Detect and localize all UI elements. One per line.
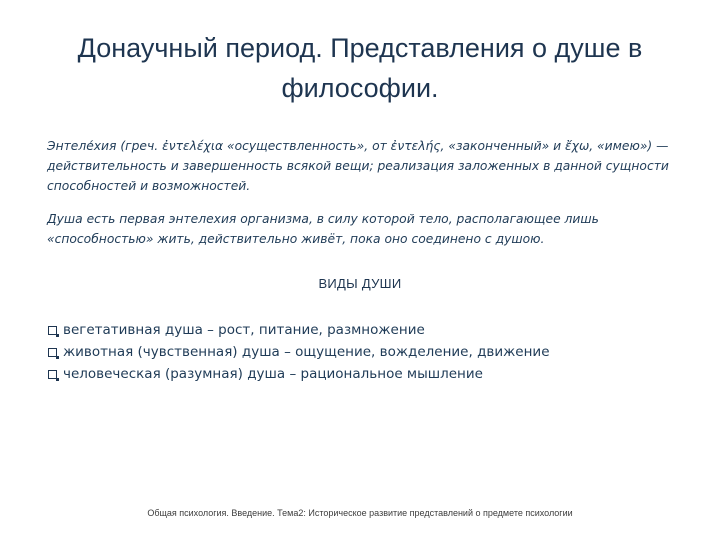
list-item <box>48 341 688 363</box>
types-heading: ВИДЫ ДУШИ <box>318 276 402 291</box>
soul-definition: Душа есть первая энтелехия организма, в силу которой тело, располагающее лишь «способностью» жить, действительно живёт, пока оно соединено с душою. <box>47 212 599 246</box>
list-item-text: животная (чувственная) душа – ощущение, вожделение, движение <box>63 344 550 360</box>
list-item <box>48 363 688 385</box>
checkbox-square-bullet-icon <box>48 348 57 357</box>
entelechy-definition: Энтеле́хия (греч. ἐντελέχια «осуществленность», от ἐντελής, «законченный» и ἔχω, «имею») — действительность и завершенность всякой вещи; реализация заложенных в данной сущности способностей и возможностей. <box>47 139 669 193</box>
list-item <box>48 319 688 341</box>
slide-title: Донаучный период. Представления о душе в философии. <box>77 33 643 103</box>
list-item-text: человеческая (разумная) душа – рациональное мышление <box>63 366 483 382</box>
checkbox-square-bullet-icon <box>48 326 57 335</box>
slide-footer: Общая психология. Введение. Тема2: Историческое развитие представлений о предмете психологии <box>147 508 573 518</box>
soul-types-list <box>48 319 688 385</box>
checkbox-square-bullet-icon <box>48 370 57 379</box>
list-item-text: вегетативная душа – рост, питание, размножение <box>63 322 425 338</box>
